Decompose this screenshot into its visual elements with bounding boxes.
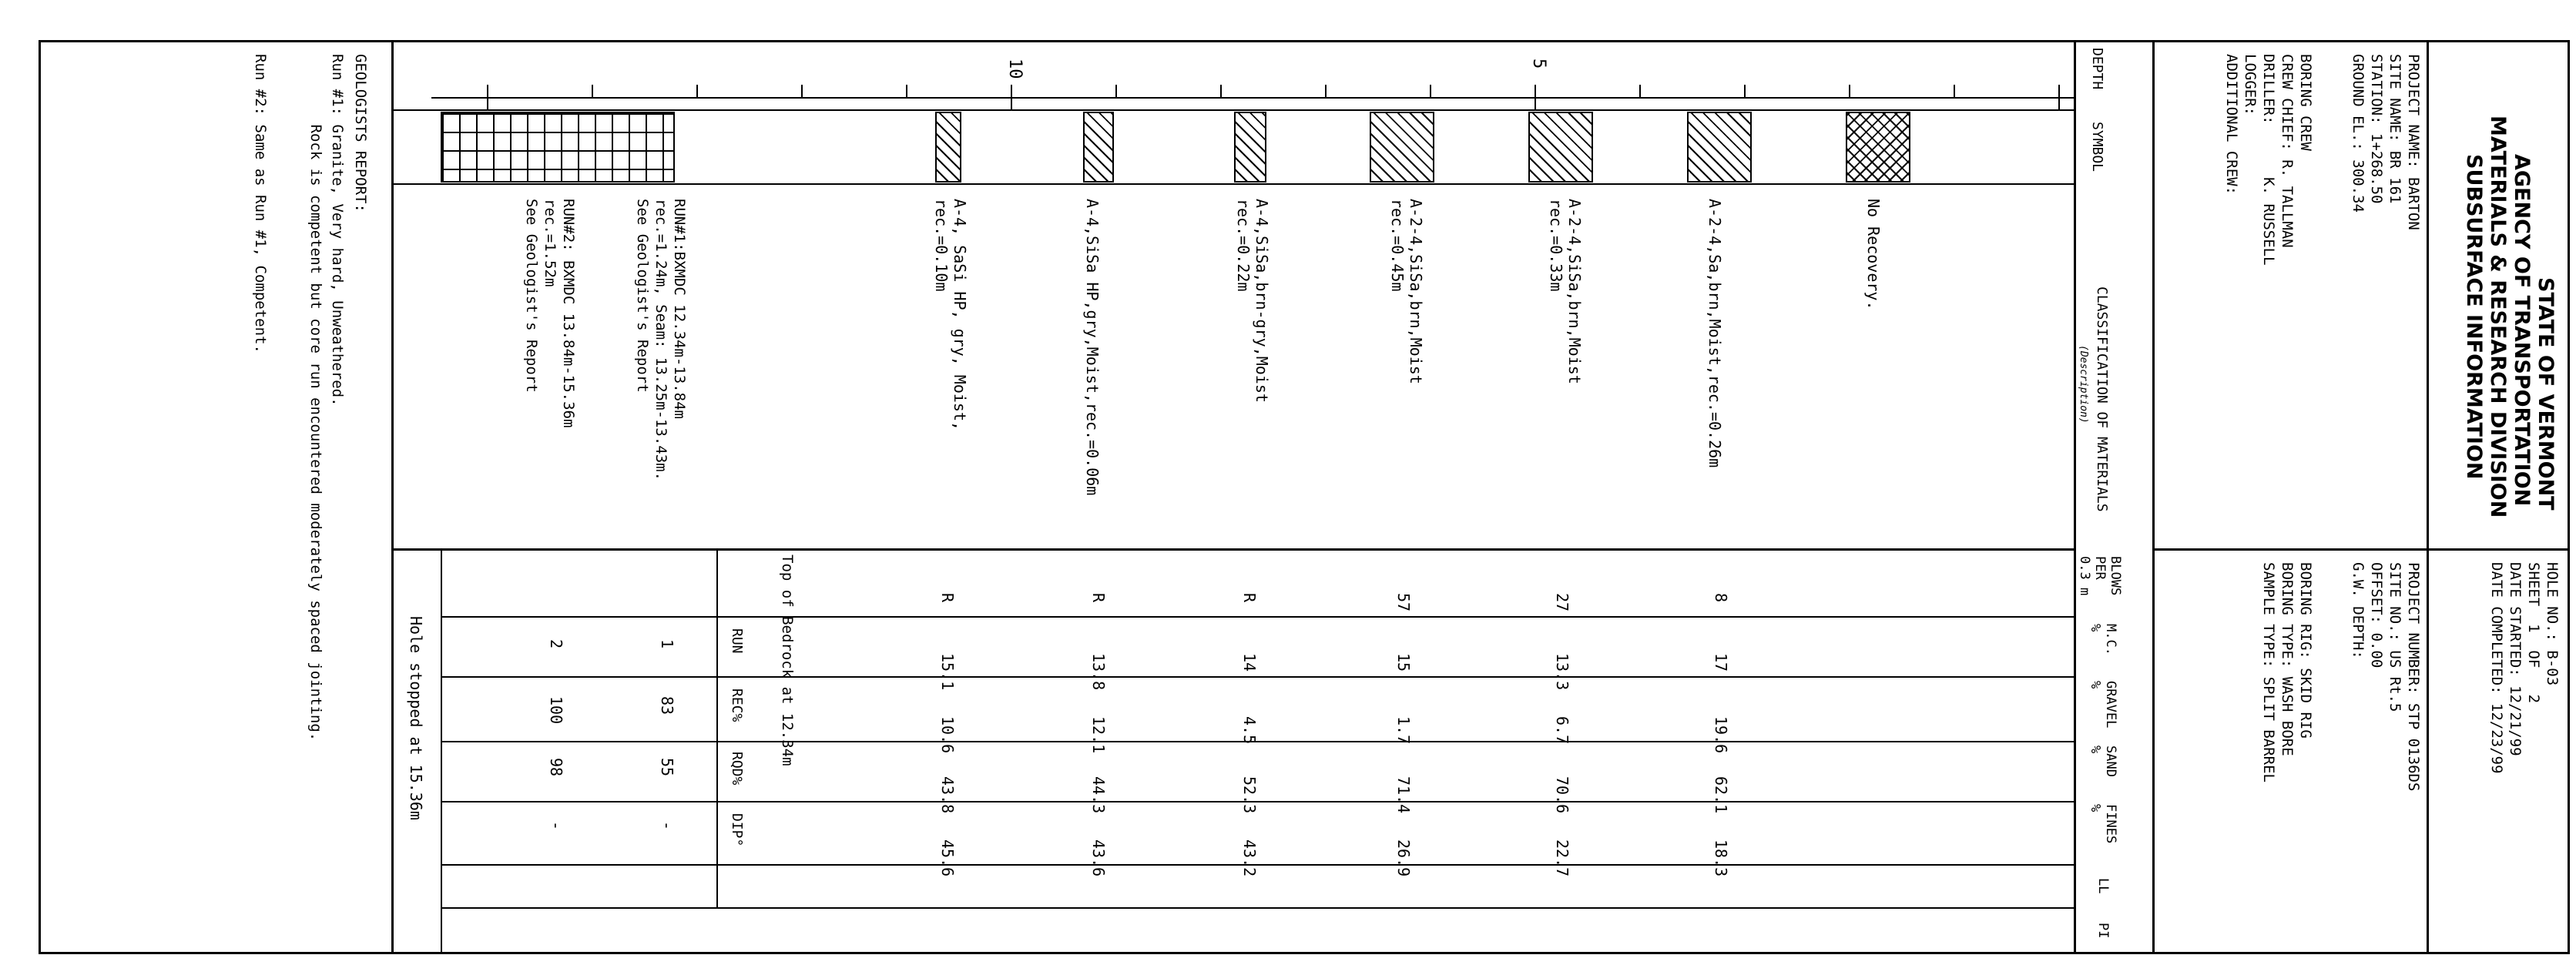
- sample-mc: 17: [1712, 653, 1730, 672]
- symbol-silty-sand-3: [1370, 112, 1434, 183]
- depth-tick-mark: [1744, 85, 1746, 99]
- col-sand: SAND %: [2088, 745, 2118, 777]
- run-rec: 100: [547, 696, 565, 725]
- sample-gravel: 6.7: [1553, 716, 1571, 745]
- project-info-right: PROJECT NUMBER: STP 0136DS SITE NO.: US Rt.5 OFFSET: 0.00 G.W. DEPTH: BORING RIG: SKID RIG BORING TYPE: WASH BORE SAMPLE TYPE: SPLIT BARREL: [2260, 562, 2422, 792]
- symbol-silty-sand-2: [1528, 112, 1593, 183]
- rock-rqd-header: RQD%: [729, 752, 745, 786]
- sample-sand: 52.3: [1240, 776, 1259, 814]
- run-rec: 83: [658, 696, 676, 715]
- depth-tick-mark: [1011, 85, 1012, 109]
- sample-blows: R: [938, 593, 957, 603]
- row-line: [391, 109, 2075, 111]
- run-rqd: 55: [658, 758, 676, 777]
- col-gravel: GRAVEL %: [2088, 681, 2118, 729]
- sample-mc: 13.3: [1553, 653, 1571, 691]
- symbol-silt-2: [1083, 112, 1114, 183]
- depth-tick-mark: [487, 85, 488, 109]
- sample-fines: 26.9: [1394, 839, 1413, 877]
- sample-blows: 57: [1394, 593, 1413, 612]
- rock-dip-header: DIP°: [729, 813, 745, 847]
- sample-fines: 18.3: [1712, 839, 1730, 877]
- header-divider: [2152, 548, 2427, 551]
- col-depth: DEPTH: [2089, 48, 2105, 90]
- sample-gravel: 10.6: [938, 716, 957, 754]
- rock-run-header: RUN: [729, 628, 745, 654]
- depth-tick-mark: [1325, 85, 1327, 99]
- row-line: [441, 907, 2075, 909]
- symbol-bedrock: [441, 112, 675, 183]
- run-dip: -: [658, 821, 676, 831]
- sample-sand: 62.1: [1712, 776, 1730, 814]
- row-line: [441, 548, 442, 954]
- sample-blows: 27: [1553, 593, 1571, 612]
- depth-tick-5: 5: [1529, 59, 1548, 69]
- col-pi: PI: [2095, 923, 2111, 939]
- geologist-report: GEOLOGISTS REPORT: Run #1: Granite, Very hard, Unweathered. Rock is competent but core run encountered moderately spaced jointing. Run #2: Same as Run #1, Competent.: [252, 54, 369, 742]
- depth-tick-mark: [1849, 85, 1850, 99]
- sample-sand: 71.4: [1394, 776, 1413, 814]
- col-classification-sub: (Description): [2078, 345, 2089, 424]
- project-info: PROJECT NAME: BARTON SITE NAME: BR 161 STATION: 1+268.50 GROUND EL.: 300.34 BORING CREW CREW CHIEF: R. TALLMAN DRILLER: K. RUSSELL LOGGER: ADDITIONAL CREW:: [2223, 54, 2422, 266]
- depth-tick-mark: [1954, 85, 1955, 99]
- run-description: RUN#1:BXMDC 12.34m-13.84m rec.=1.24m, Seam: 13.25m-13.43m. See Geologist's Report: [634, 199, 688, 481]
- depth-scale: [431, 97, 2075, 99]
- depth-tick-mark: [592, 85, 593, 99]
- sample-gravel: 4.5: [1240, 716, 1259, 745]
- symbol-silty-sand-1: [1687, 112, 1752, 183]
- sample-fines: 22.7: [1553, 839, 1571, 877]
- symbol-silt-1: [1234, 112, 1266, 183]
- sample-description: A-2-4,SiSa,brn,Moist rec.=0.33m: [1547, 199, 1584, 384]
- header-divider: [2152, 40, 2155, 954]
- symbol-silt-3: [935, 112, 961, 183]
- hole-info: HOLE NO.: B-03 SHEET 1 OF 2 DATE STARTED: 12/21/99 DATE COMPLETED: 12/23/99: [2488, 562, 2561, 774]
- col-fines: FINES %: [2088, 804, 2118, 844]
- run-run: 2: [547, 639, 565, 649]
- run-rqd: 98: [547, 758, 565, 777]
- sample-sand: 44.3: [1089, 776, 1108, 814]
- col-classification: CLASSIFICATION OF MATERIALS: [2094, 286, 2110, 512]
- sample-mc: 13.8: [1089, 653, 1108, 691]
- row-line: [441, 676, 2075, 678]
- agency-title: STATE OF VERMONT AGENCY OF TRANSPORTATION MATERIALS & RESEARCH DIVISION SUBSURFACE INFORMATION: [2462, 116, 2558, 518]
- col-symbol: SYMBOL: [2089, 122, 2105, 173]
- rock-header-line: [716, 550, 718, 907]
- depth-tick-mark: [1639, 85, 1641, 99]
- sample-description: A-4,SiSa HP,gry,Moist,rec.=0.06m: [1083, 199, 1102, 496]
- col-ll: LL: [2095, 878, 2111, 894]
- row-line: [391, 548, 2075, 551]
- sample-blows: R: [1089, 593, 1108, 603]
- header-divider: [2427, 40, 2429, 954]
- sample-fines: 45.6: [938, 839, 957, 877]
- run-run: 1: [658, 639, 676, 649]
- sample-blows: R: [1240, 593, 1259, 603]
- run-dip: -: [547, 821, 565, 831]
- sample-gravel: 19.6: [1712, 716, 1730, 754]
- col-mc: M.C. %: [2088, 624, 2118, 655]
- bedrock-note: Top of Bedrock at 12.34m: [779, 555, 796, 766]
- depth-tick-mark: [1430, 85, 1431, 99]
- sample-description: A-4,SiSa,brn-gry,Moist rec.=0.22m: [1234, 199, 1271, 403]
- column-header-divider: [2074, 40, 2076, 954]
- depth-tick-mark: [906, 85, 907, 99]
- depth-tick-mark: [1115, 85, 1117, 99]
- sample-blows: 8: [1712, 593, 1730, 603]
- sample-description: No Recovery.: [1864, 199, 1883, 310]
- header-divider: [2427, 548, 2570, 551]
- depth-tick-10: 10: [1005, 59, 1025, 79]
- sample-sand: 43.8: [938, 776, 957, 814]
- sample-mc: 15: [1394, 653, 1413, 672]
- hole-stopped: Hole stopped at 15.36m: [407, 616, 425, 820]
- sample-gravel: 1.7: [1394, 716, 1413, 745]
- symbol-frame: [1846, 112, 1910, 183]
- col-blows: BLOWS PER 0.3 m: [2077, 556, 2123, 596]
- sample-sand: 70.6: [1553, 776, 1571, 814]
- sample-description: A-2-4,SiSa,brn,Moist rec.=0.45m: [1388, 199, 1425, 384]
- depth-tick-mark: [1220, 85, 1222, 99]
- row-line: [391, 183, 2075, 185]
- sample-description: A-4, SaSi HP, gry, Moist, rec.=0.10m: [932, 199, 969, 431]
- run-description: RUN#2: BXMDC 13.84m-15.36m rec.=1.52m See Geologist's Report: [523, 199, 577, 428]
- rock-rec-header: REC%: [729, 689, 745, 722]
- sample-gravel: 12.1: [1089, 716, 1108, 754]
- sample-mc: 14: [1240, 653, 1259, 672]
- sample-fines: 43.2: [1240, 839, 1259, 877]
- depth-tick-mark: [696, 85, 698, 99]
- depth-tick-mark: [801, 85, 803, 99]
- sample-fines: 43.6: [1089, 839, 1108, 877]
- sample-description: A-2-4,Sa,brn,Moist,rec.=0.26m: [1706, 199, 1724, 468]
- depth-tick-mark: [2058, 85, 2060, 109]
- row-line: [441, 616, 2075, 618]
- row-line: [391, 40, 394, 954]
- sample-mc: 15.1: [938, 653, 957, 691]
- depth-tick-mark: [1535, 85, 1536, 109]
